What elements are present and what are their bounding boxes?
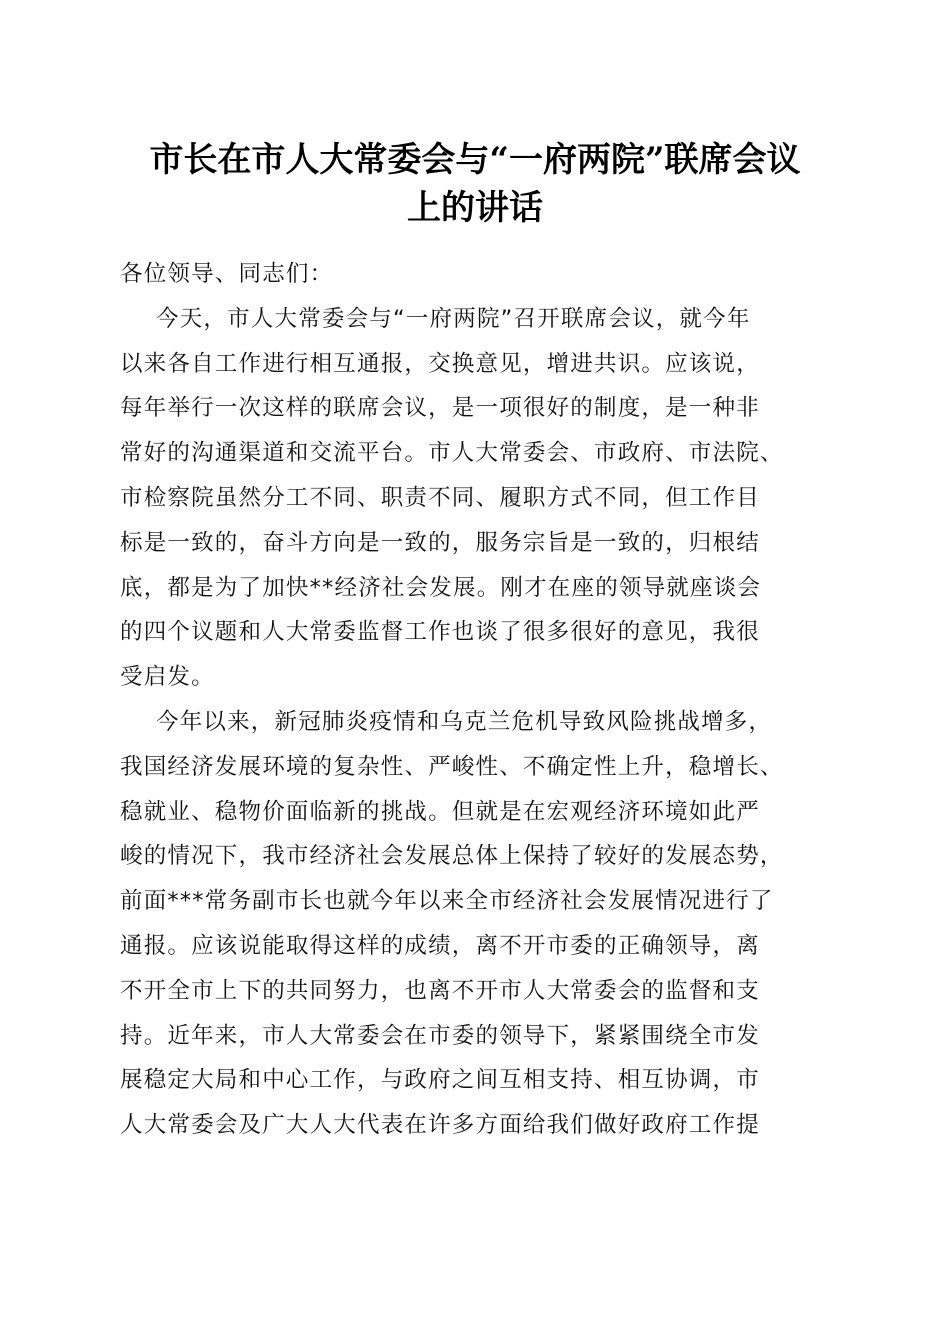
text-line: 的四个议题和人大常委监督工作也谈了很多很好的意见，我很 — [120, 619, 760, 646]
text-line: 受启发。 — [120, 664, 215, 691]
text-line: 底，都是为了加快**经济社会发展。刚才在座的领导就座谈会 — [120, 574, 762, 601]
paragraph-2 — [120, 700, 840, 1148]
text-line: 持。近年来，市人大常委会在市委的领导下，紧紧围绕全市发 — [120, 1022, 760, 1049]
title-line: 上的讲话 — [407, 188, 543, 228]
title-line: 市长在市人大常委会与“一府两院”联席会议 — [149, 140, 801, 180]
document-body — [120, 252, 840, 1148]
text-line: 展稳定大局和中心工作，与政府之间互相支持、相互协调，市 — [120, 1067, 760, 1094]
paragraph-1 — [120, 297, 840, 700]
text-line: 前面***常务副市长也就今年以来全市经济社会发展情况进行了 — [120, 888, 774, 915]
text-line: 通报。应该说能取得这样的成绩，离不开市委的正确领导，离 — [120, 932, 760, 959]
text-line: 我国经济发展环境的复杂性、严峻性、不确定性上升，稳增长、 — [120, 753, 784, 780]
salutation: 各位领导、同志们： — [120, 261, 334, 287]
text-line: 常好的沟通渠道和交流平台。市人大常委会、市政府、市法院、 — [120, 440, 784, 467]
document-title — [100, 136, 850, 232]
text-line: 稳就业、稳物价面临新的挑战。但就是在宏观经济环境如此严 — [120, 798, 760, 825]
text-line: 峻的情况下，我市经济社会发展总体上保持了较好的发展态势， — [120, 843, 784, 870]
text-line: 每年举行一次这样的联席会议，是一项很好的制度，是一种非 — [120, 395, 760, 422]
text-line: 市检察院虽然分工不同、职责不同、履职方式不同，但工作目 — [120, 484, 760, 511]
text-line: 不开全市上下的共同努力，也离不开市人大常委会的监督和支 — [120, 977, 760, 1004]
text-line: 人大常委会及广大人大代表在许多方面给我们做好政府工作提 — [120, 1112, 760, 1139]
text-line: 标是一致的，奋斗方向是一致的，服务宗旨是一致的，归根结 — [120, 529, 760, 556]
text-line: 今年以来，新冠肺炎疫情和乌克兰危机导致风险挑战增多， — [156, 708, 773, 735]
text-line: 今天，市人大常委会与“一府两院”召开联席会议，就今年 — [156, 305, 751, 332]
text-line: 以来各自工作进行相互通报，交换意见，增进共识。应该说， — [120, 350, 760, 377]
